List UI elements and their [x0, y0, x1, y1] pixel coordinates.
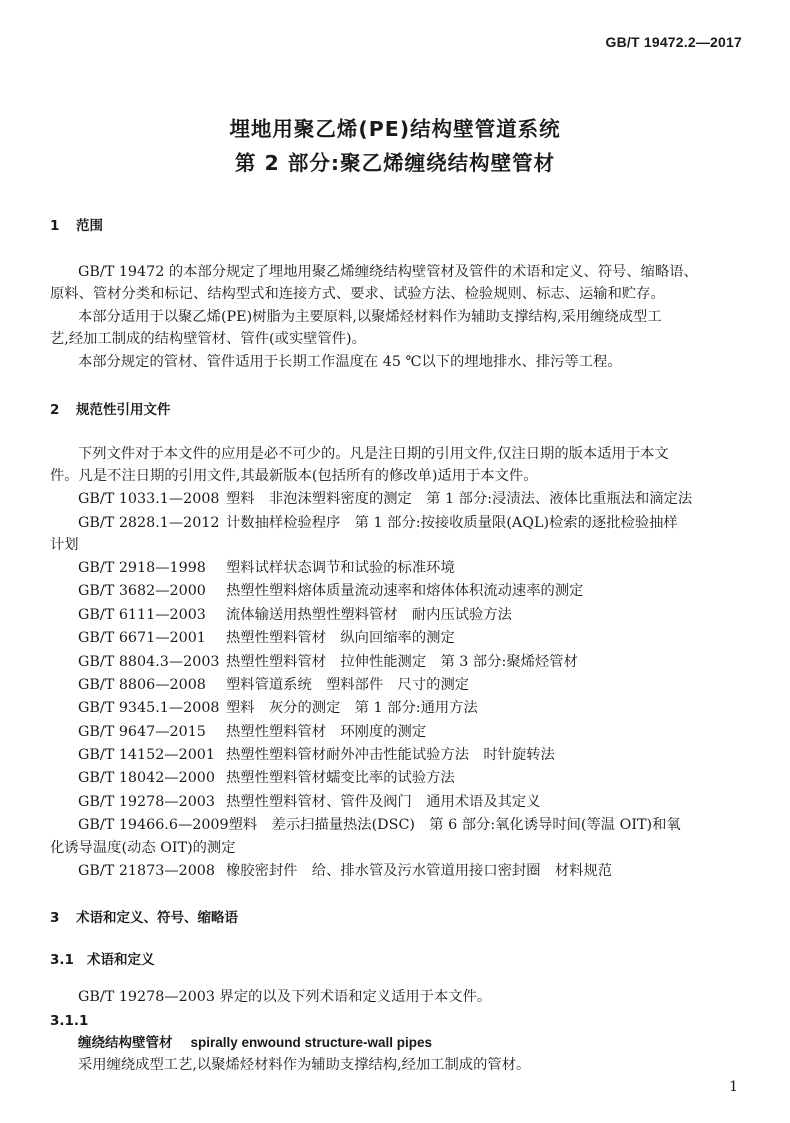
- scope-paragraph-2: 本部分适用于以聚乙烯(PE)树脂为主要原料,以聚烯烃材料作为辅助支撑结构,采用缠绕成型工: [78, 309, 662, 325]
- refs-intro: 下列文件对于本文件的应用是必不可少的。凡是注日期的引用文件,仅注日期的版本适用于本文: [78, 446, 669, 462]
- ref-title: 热塑性塑料管材蠕变比率的试验方法: [226, 770, 455, 786]
- ref-title: 热塑性塑料管材 拉伸性能测定 第 3 部分:聚烯烃管材: [226, 654, 578, 670]
- ref-entry-cont: 化诱导温度(动态 OIT)的测定: [50, 840, 236, 856]
- terms-intro: GB/T 19278—2003 界定的以及下列术语和定义适用于本文件。: [78, 989, 492, 1005]
- scope-paragraph-1-cont: 原料、管材分类和标记、结构型式和连接方式、要求、试验方法、检验规则、标志、运输和贮存。: [50, 286, 665, 302]
- ref-title: 热塑性塑料管材 纵向回缩率的测定: [226, 630, 455, 646]
- subsection-title: 术语和定义: [87, 952, 155, 968]
- section-3-heading: [50, 908, 238, 928]
- ref-code: GB/T 3682—2000: [78, 583, 206, 599]
- ref-title: 塑料 差示扫描量热法(DSC) 第 6 部分:氧化诱导时间(等温 OIT)和氧: [228, 817, 681, 833]
- ref-code: GB/T 6111—2003: [78, 607, 206, 623]
- ref-code: GB/T 2918—1998: [78, 560, 206, 576]
- section-title: 规范性引用文件: [76, 402, 171, 418]
- ref-code: GB/T 8806—2008: [78, 677, 206, 693]
- ref-code: GB/T 8804.3—2003: [78, 654, 220, 670]
- ref-code: GB/T 18042—2000: [78, 770, 215, 786]
- ref-code: GB/T 14152—2001: [78, 747, 215, 763]
- ref-entry: [78, 652, 740, 672]
- ref-title: 塑料管道系统 塑料部件 尺寸的测定: [226, 677, 470, 693]
- ref-title: 计数抽样检验程序 第 1 部分:按接收质量限(AQL)检索的逐批检验抽样: [226, 515, 678, 531]
- document-title-line1: 埋地用聚乙烯(PE)结构壁管道系统: [229, 117, 561, 141]
- ref-entry: [78, 558, 740, 578]
- ref-code: GB/T 21873—2008: [78, 863, 215, 879]
- section-2-heading: [50, 400, 171, 420]
- standard-number: GB/T 19472.2—2017: [605, 34, 742, 50]
- section-1-heading: [50, 216, 103, 236]
- subsection-3-1-heading: [50, 950, 155, 970]
- ref-title: 流体输送用热塑性塑料管材 耐内压试验方法: [226, 607, 512, 623]
- section-title: 术语和定义、符号、缩略语: [76, 910, 238, 926]
- ref-entry: [78, 792, 740, 812]
- ref-title: 塑料试样状态调节和试验的标准环境: [226, 560, 455, 576]
- ref-entry: [78, 745, 740, 765]
- ref-code: GB/T 9647—2015: [78, 724, 206, 740]
- ref-code: GB/T 6671—2001: [78, 630, 206, 646]
- section-number: 2: [50, 402, 60, 418]
- ref-entry: [78, 698, 740, 718]
- term-number: 3.1.1: [50, 1013, 89, 1029]
- section-number: 3: [50, 910, 60, 926]
- ref-title: 塑料 非泡沫塑料密度的测定 第 1 部分:浸渍法、液体比重瓶法和滴定法: [226, 491, 693, 507]
- scope-paragraph-2-cont: 艺,经加工制成的结构壁管材、管件(或实壁管件)。: [50, 331, 366, 347]
- ref-entry-cont: 计划: [50, 537, 79, 553]
- term-heading: [78, 1033, 432, 1053]
- ref-entry: [78, 605, 740, 625]
- section-title: 范围: [76, 218, 103, 234]
- section-number: 1: [50, 218, 60, 234]
- ref-code: GB/T 1033.1—2008: [78, 491, 220, 507]
- ref-entry: [78, 581, 740, 601]
- ref-code: GB/T 2828.1—2012: [78, 515, 220, 531]
- ref-title: 橡胶密封件 给、排水管及污水管道用接口密封圈 材料规范: [226, 863, 613, 879]
- ref-title: 热塑性塑料管材 环刚度的测定: [226, 724, 427, 740]
- ref-entry: [78, 628, 740, 648]
- ref-entry: [78, 815, 740, 835]
- refs-intro-cont: 件。凡是不注日期的引用文件,其最新版本(包括所有的修改单)适用于本文件。: [50, 468, 538, 484]
- ref-title: 热塑性塑料管材、管件及阀门 通用术语及其定义: [226, 794, 541, 810]
- scope-paragraph-3: 本部分规定的管材、管件适用于长期工作温度在 45 ℃以下的埋地排水、排污等工程。: [78, 354, 622, 370]
- ref-code: GB/T 9345.1—2008: [78, 700, 220, 716]
- term-chinese: 缠绕结构壁管材: [78, 1035, 173, 1051]
- ref-code: GB/T 19278—2003: [78, 794, 215, 810]
- ref-title: 热塑性塑料熔体质量流动速率和熔体体积流动速率的测定: [226, 583, 584, 599]
- ref-entry: [78, 861, 740, 881]
- ref-entry: [78, 675, 740, 695]
- ref-title: 热塑性塑料管材耐外冲击性能试验方法 时针旋转法: [226, 747, 555, 763]
- ref-entry: [78, 722, 740, 742]
- subsection-number: 3.1: [50, 952, 74, 968]
- ref-entry: [78, 513, 740, 533]
- page-number: 1: [729, 1079, 738, 1095]
- ref-entry: [78, 768, 740, 788]
- scope-paragraph-1: GB/T 19472 的本部分规定了埋地用聚乙烯缠绕结构壁管材及管件的术语和定义、符号、缩略语、: [78, 264, 698, 280]
- ref-entry: [78, 489, 740, 509]
- term-definition: 采用缠绕成型工艺,以聚烯烃材料作为辅助支撑结构,经加工制成的管材。: [78, 1057, 531, 1073]
- document-title-line2: 第 2 部分:聚乙烯缠绕结构壁管材: [234, 151, 556, 175]
- ref-title: 塑料 灰分的测定 第 1 部分:通用方法: [226, 700, 478, 716]
- ref-code: GB/T 19466.6—2009: [78, 817, 229, 833]
- term-english: spirally enwound structure-wall pipes: [190, 1035, 433, 1050]
